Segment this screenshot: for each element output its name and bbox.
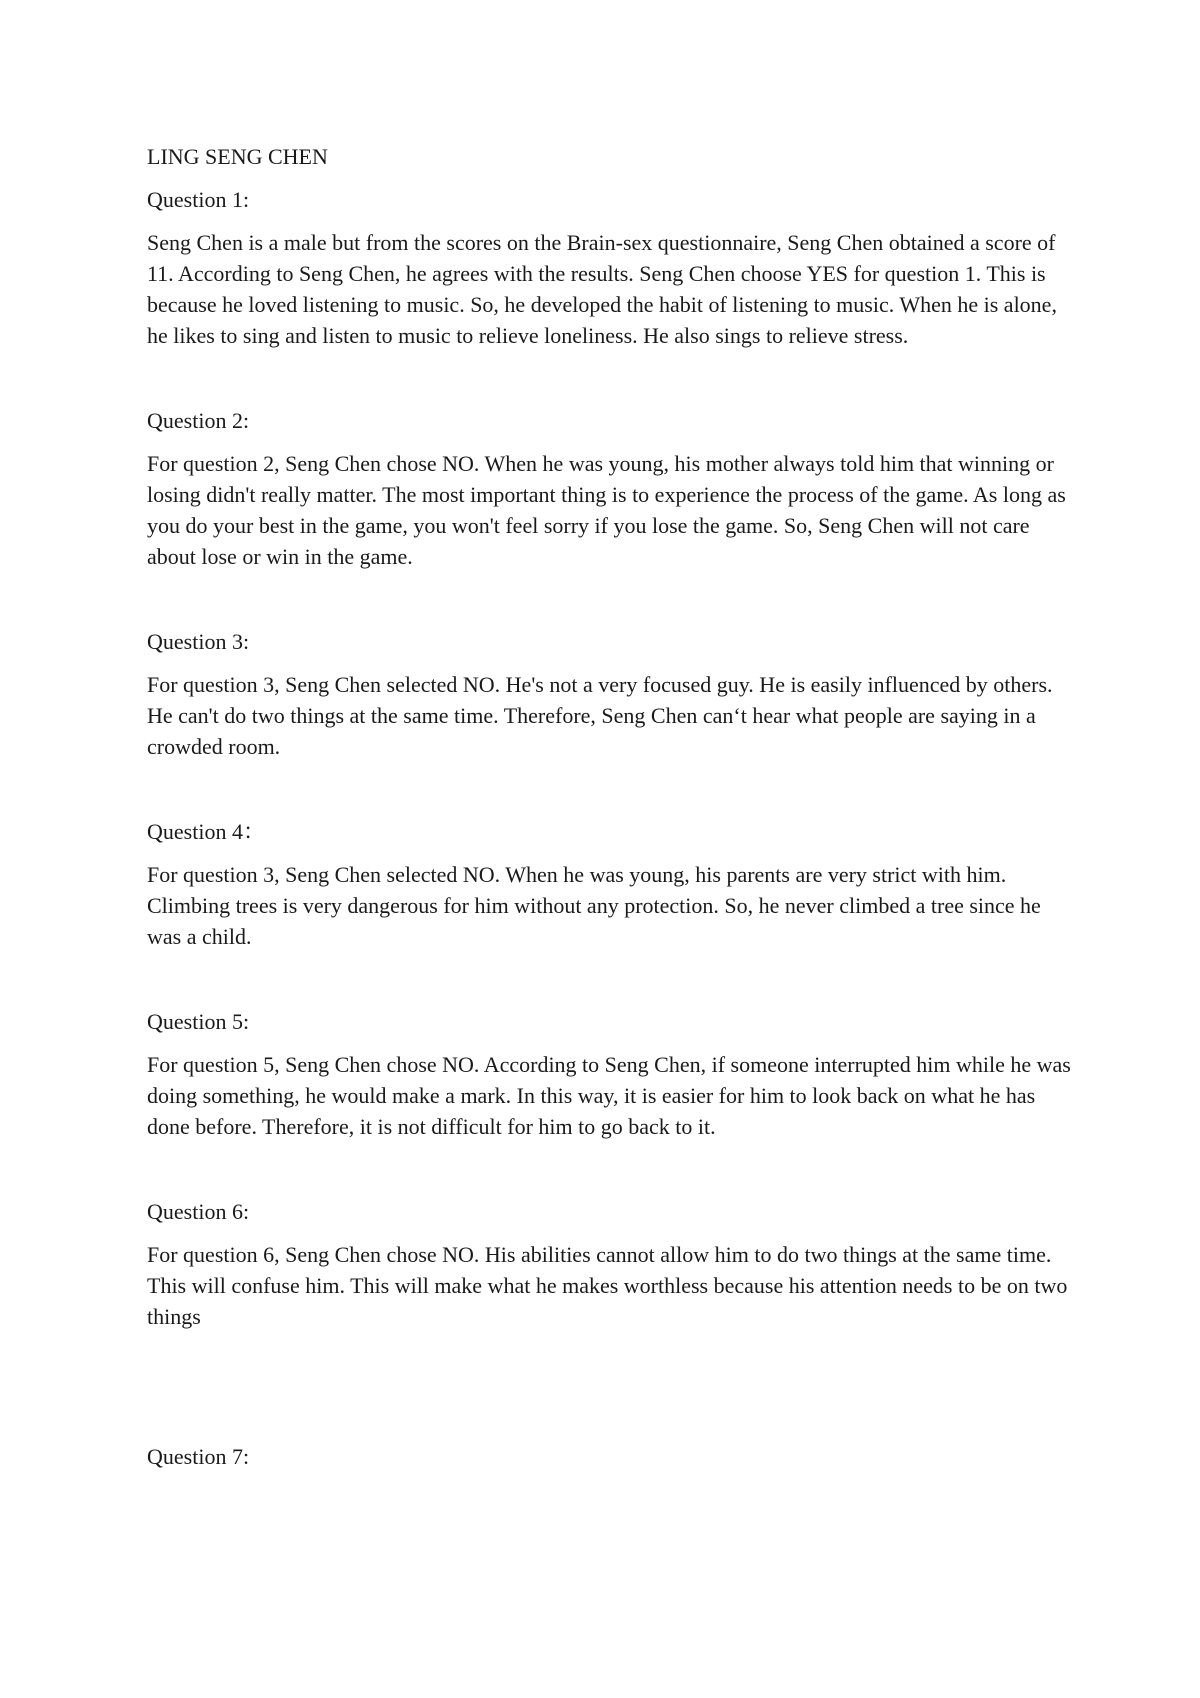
question-3-answer: For question 3, Seng Chen selected NO. He's not a very focused guy. He is easily influenced by others. He can't do two things at the same time. Therefore, Seng Chen can‘t hear what people are saying in a crowded room. [147, 672, 1053, 759]
spacer [147, 1142, 1077, 1196]
question-4-answer: For question 3, Seng Chen selected NO. When he was young, his parents are very strict with him. Climbing trees is very dangerous for him without any protection. So, he never climbed a tree since he was a child. [147, 862, 1041, 949]
spacer [147, 351, 1077, 405]
document-content [147, 141, 1077, 1484]
question-6-answer: For question 6, Seng Chen chose NO. His abilities cannot allow him to do two things at the same time. This will confuse him. This will make what he makes worthless because his attention needs to be on two things [147, 1242, 1068, 1329]
question-6-heading: Question 6: [147, 1199, 250, 1224]
question-7-heading: Question 7: [147, 1444, 250, 1469]
spacer [147, 1332, 1077, 1441]
question-5-heading: Question 5: [147, 1009, 250, 1034]
spacer [147, 762, 1077, 816]
question-1-heading: Question 1: [147, 187, 250, 212]
question-2-heading: Question 2: [147, 408, 250, 433]
spacer [147, 572, 1077, 626]
spacer [147, 952, 1077, 1006]
question-4-heading: Question 4： [147, 819, 265, 844]
document-title: LING SENG CHEN [147, 144, 328, 169]
question-3-heading: Question 3: [147, 629, 250, 654]
question-5-answer: For question 5, Seng Chen chose NO. According to Seng Chen, if someone interrupted him while he was doing something, he would make a mark. In this way, it is easier for him to look back on what he has done before. Therefore, it is not difficult for him to go back to it. [147, 1052, 1071, 1139]
question-2-answer: For question 2, Seng Chen chose NO. When he was young, his mother always told him that winning or losing didn't really matter. The most important thing is to experience the process of the game. As long as you do your best in the game, you won't feel sorry if you lose the game. So, Seng Chen will not care about lose or win in the game. [147, 451, 1066, 569]
question-1-answer: Seng Chen is a male but from the scores on the Brain-sex questionnaire, Seng Chen obtained a score of 11. According to Seng Chen, he agrees with the results. Seng Chen choose YES for question 1. This is because he loved listening to music. So, he developed the habit of listening to music. When he is alone, he likes to sing and listen to music to relieve loneliness. He also sings to relieve stress. [147, 230, 1057, 348]
